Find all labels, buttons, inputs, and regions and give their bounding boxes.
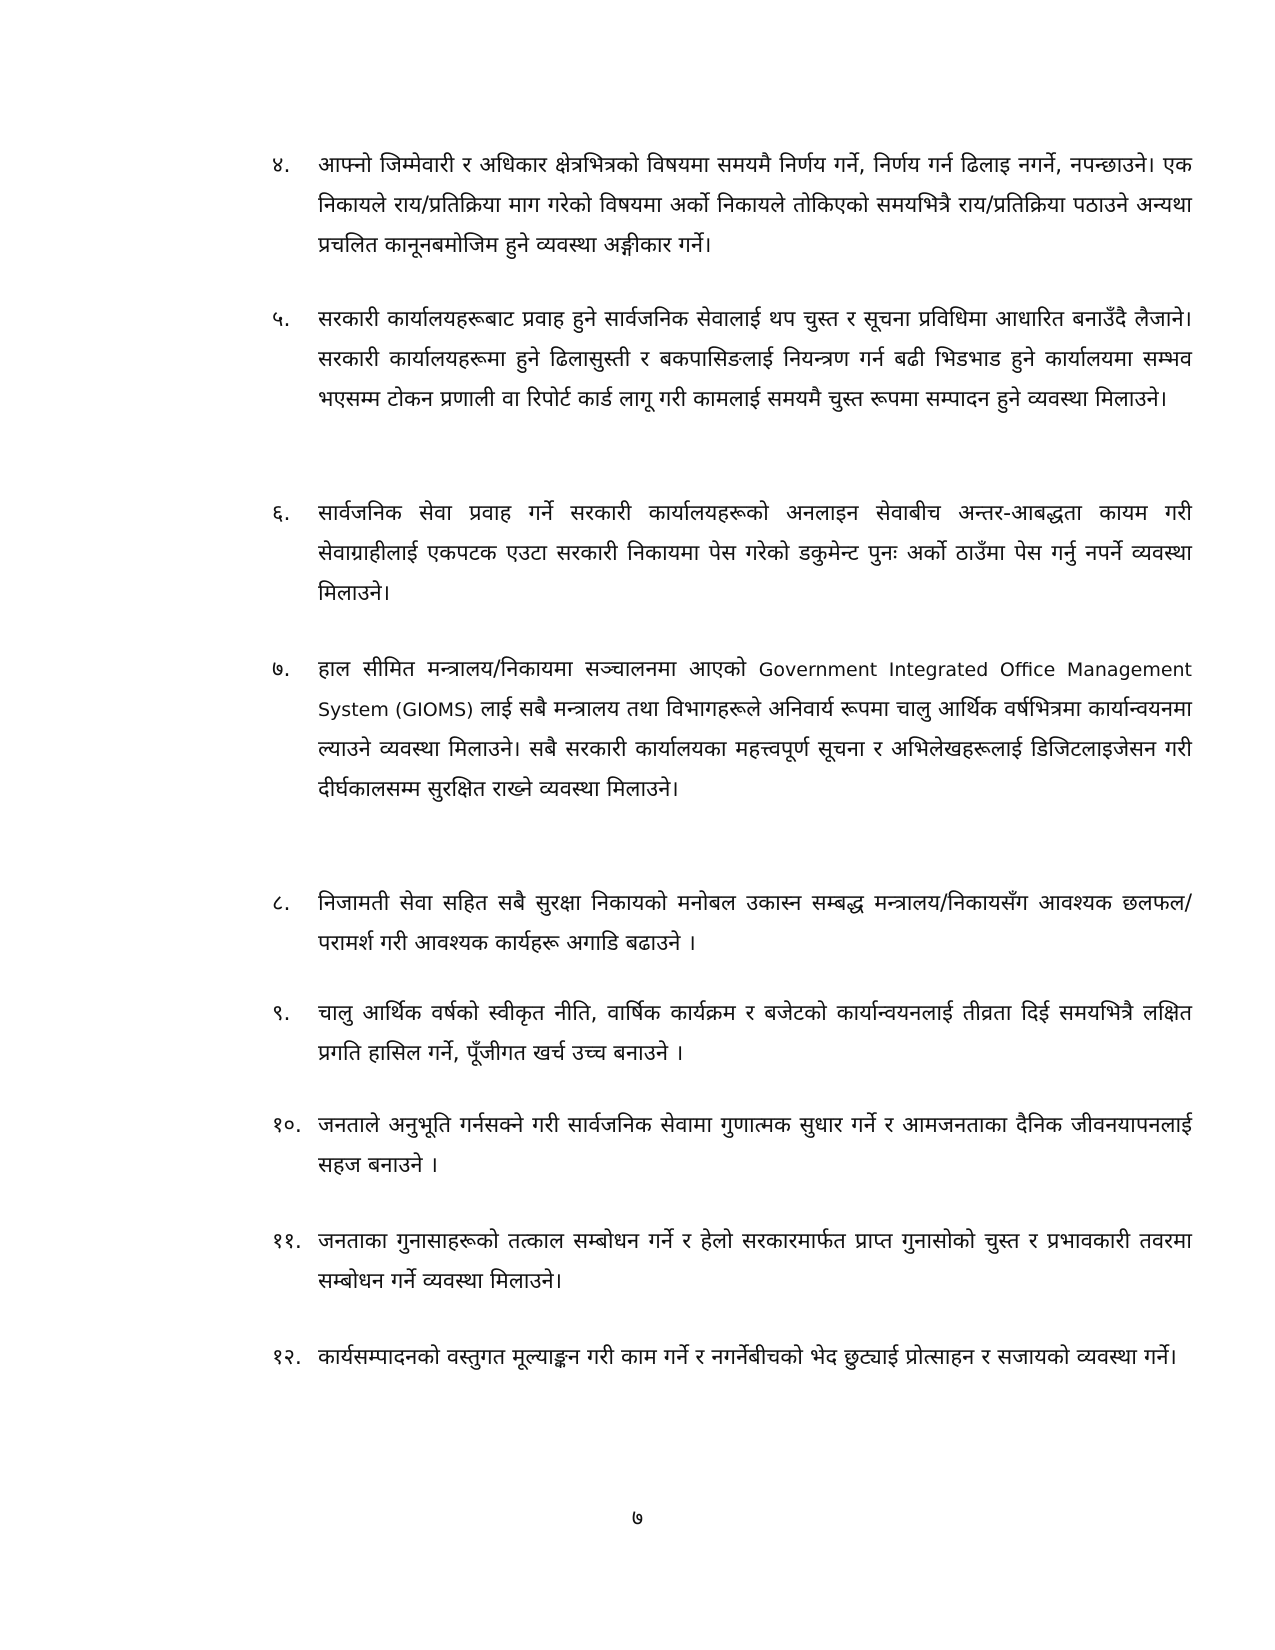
item-number: ९. — [272, 1001, 291, 1026]
list-item — [272, 146, 1192, 266]
item-text: आफ्नो जिम्मेवारी र अधिकार क्षेत्रभित्रको विषयमा समयमै निर्णय गर्ने, निर्णय गर्न ढिलाइ नगर्ने, नपन्छाउने। एक निकायले राय/प्रतिक्रिया माग गरेको विषयमा अर्को निकायले तोकिएको समयभित्रै राय/प्रतिक्रिया पठाउने अन्यथा प्रचलित कानूनबमोजिम हुने व्यवस्था अङ्गीकार गर्ने। — [318, 153, 1192, 258]
item-number: ११. — [272, 1229, 302, 1254]
list-item — [272, 1222, 1192, 1302]
item-text: जनताका गुनासाहरूको तत्काल सम्बोधन गर्ने र हेलो सरकारमार्फत प्राप्त गुनासोको चुस्त र प्रभावकारी तवरमा सम्बोधन गर्ने व्यवस्था मिलाउने। — [318, 1229, 1192, 1294]
page-number: ७ — [631, 1506, 644, 1531]
item-text-part: हाल सीमित मन्त्रालय/निकायमा सञ्चालनमा आएको — [318, 657, 747, 682]
item-text: निजामती सेवा सहित सबै सुरक्षा निकायको मनोबल उकास्न सम्बद्ध मन्त्रालय/निकायसँग आवश्यक छलफल/परामर्श गरी आवश्यक कार्यहरू अगाडि बढाउने । — [318, 891, 1192, 956]
item-text-latin: Government Integrated Office Management System (GIOMS) — [318, 659, 1193, 721]
item-number: ४. — [272, 153, 291, 178]
item-text-part: लाई सबै मन्त्रालय तथा विभागहरूले अनिवार्य रूपमा चालु आर्थिक वर्षभित्रमा कार्यान्वयनमा ल्याउने व्यवस्था मिलाउने। सबै सरकारी कार्यालयका महत्त्वपूर्ण सूचना र अभिलेखहरूलाई डिजिटलाइजेसन गरी दीर्घकालसम्म सुरक्षित राख्ने व्यवस्था मिलाउने। — [318, 697, 1192, 802]
list-item — [272, 1338, 1192, 1378]
item-text: चालु आर्थिक वर्षको स्वीकृत नीति, वार्षिक कार्यक्रम र बजेटको कार्यान्वयनलाई तीव्रता दिई समयभित्रै लक्षित प्रगति हासिल गर्ने, पूँजीगत खर्च उच्च बनाउने । — [318, 1001, 1192, 1066]
list-item — [272, 650, 1192, 810]
item-text: कार्यसम्पादनको वस्तुगत मूल्याङ्कन गरी काम गर्ने र नगर्नेबीचको भेद छुट्याई प्रोत्साहन र सजायको व्यवस्था गर्ने। — [318, 1345, 1177, 1370]
item-number: १२. — [272, 1345, 302, 1370]
item-text: सरकारी कार्यालयहरूबाट प्रवाह हुने सार्वजनिक सेवालाई थप चुस्त र सूचना प्रविधिमा आधारित बनाउँदै लैजाने। सरकारी कार्यालयहरूमा हुने ढिलासुस्ती र बकपासिङलाई नियन्त्रण गर्न बढी भिडभाड हुने कार्यालयमा सम्भव भएसम्म टोकन प्रणाली वा रिपोर्ट कार्ड लागू गरी कामलाई समयमै चुस्त रूपमा सम्पादन हुने व्यवस्था मिलाउने। — [318, 307, 1192, 412]
item-text — [318, 650, 1192, 810]
list-item — [272, 994, 1192, 1074]
item-number: ५. — [272, 307, 291, 332]
list-item — [272, 494, 1192, 614]
item-number: ६. — [272, 501, 291, 526]
item-number: १०. — [272, 1113, 302, 1138]
list-item — [272, 300, 1192, 420]
item-number: ७. — [272, 657, 291, 682]
list-item — [272, 884, 1192, 964]
list-item — [272, 1106, 1192, 1186]
item-text: सार्वजनिक सेवा प्रवाह गर्ने सरकारी कार्यालयहरूको अनलाइन सेवाबीच अन्तर-आबद्धता कायम गरी सेवाग्राहीलाई एकपटक एउटा सरकारी निकायमा पेस गरेको डकुमेन्ट पुनः अर्को ठाउँमा पेस गर्नु नपर्ने व्यवस्था मिलाउने। — [318, 501, 1192, 606]
item-text: जनताले अनुभूति गर्नसक्ने गरी सार्वजनिक सेवामा गुणात्मक सुधार गर्ने र आमजनताका दैनिक जीवनयापनलाई सहज बनाउने । — [318, 1113, 1192, 1178]
item-number: ८. — [272, 891, 291, 916]
